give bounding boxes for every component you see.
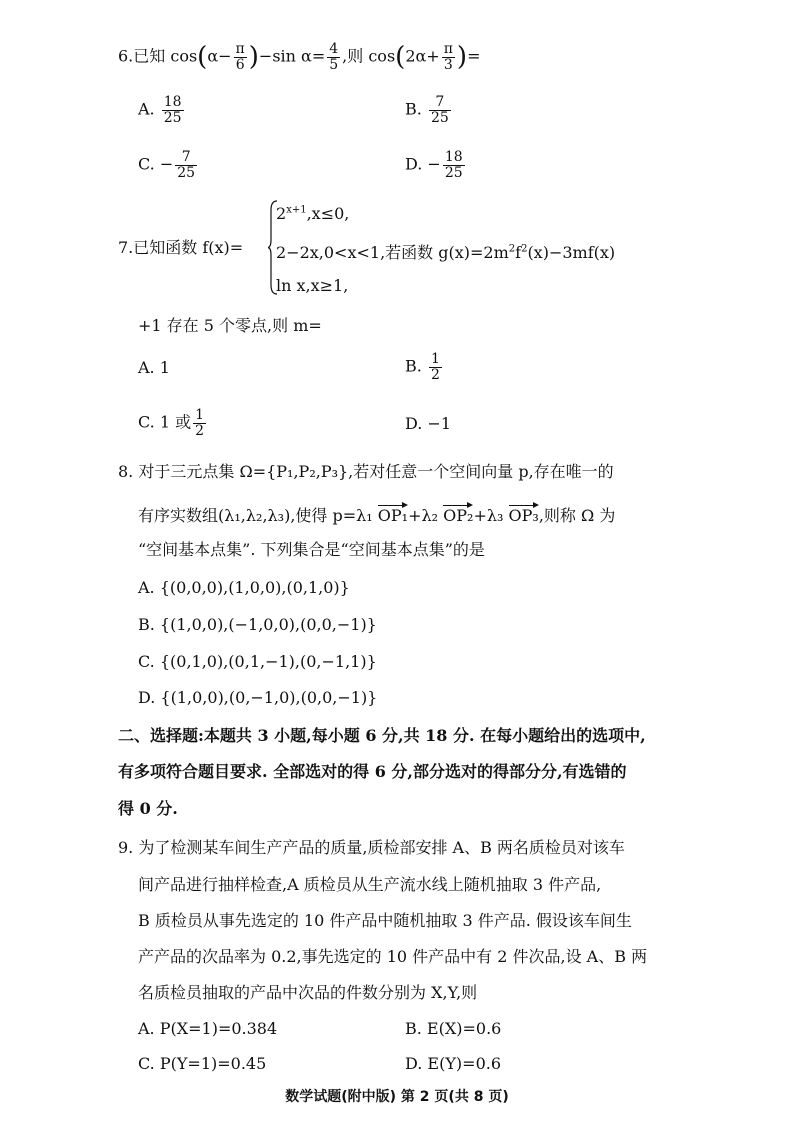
- section2-line-2: 有多项符合题目要求. 全部选对的得 6 分,部分选对的得部分分,有选错的: [118, 762, 627, 781]
- q7-option-a: A. 1: [138, 358, 170, 377]
- q9-line-1: 9. 为了检测某车间生产产品的质量,质检部安排 A、B 两名质检员对该车: [118, 838, 625, 857]
- page-footer: 数学试题(附中版) 第 2 页(共 8 页): [285, 1089, 509, 1105]
- q7-number: 7.: [118, 238, 134, 257]
- q6-stem: 6.已知 cos(α− $\frac{\pi}{6}$ )−sin α= $\frac{4}{5}$ ,则 cos(2α+ $\frac{\pi}{3}$ )=: [118, 41, 481, 73]
- q9-line-3: B 质检员从事先选定的 10 件产品中随机抽取 3 件产品. 假设该车间生: [138, 911, 632, 930]
- q8-line-2: 有序实数组(λ₁,λ₂,λ₃),使得 p=λ₁ OP₁+λ₂ OP₂+λ₃ OP₃,则称 Ω 为: [138, 506, 616, 525]
- q6-option-b: B. $\frac{7}{25}$: [405, 94, 449, 126]
- q6-option-a: A. $\frac{18}{25}$: [138, 94, 182, 126]
- section2-line-1: 二、选择题:本题共 3 小题,每小题 6 分,共 18 分. 在每小题给出的选项中,: [118, 726, 646, 745]
- q7-option-d: D. −1: [405, 414, 452, 433]
- q9-line-5: 名质检员抽取的产品中次品的件数分别为 X,Y,则: [138, 983, 478, 1002]
- fraction: $\frac{\pi}{6}$: [235, 41, 245, 73]
- q6-number: 6.: [118, 46, 134, 66]
- q8-option-b: B. {(1,0,0),(−1,0,0),(0,0,−1)}: [138, 615, 377, 634]
- q7-case-1: $2^{x+1},x\le 0$,: [276, 204, 350, 223]
- fraction: $\frac{\pi}{3}$: [443, 41, 453, 73]
- q7-stem-cont: +1 存在 5 个零点,则 m=: [138, 316, 322, 335]
- q8-option-c: C. {(0,1,0),(0,1,−1),(0,−1,1)}: [138, 652, 377, 671]
- q8-option-d: D. {(1,0,0),(0,−1,0),(0,0,−1)}: [138, 688, 378, 707]
- section2-line-3: 得 0 分.: [118, 799, 178, 818]
- q9-line-2: 间产品进行抽样检查,A 质检员从生产流水线上随机抽取 3 件产品,: [138, 875, 602, 894]
- q6-option-d: D. − $\frac{18}{25}$: [405, 149, 463, 181]
- q8-option-a: A. {(0,0,0),(1,0,0),(0,1,0)}: [138, 578, 350, 597]
- vector-op2: OP₂: [443, 506, 474, 525]
- q9-line-4: 产产品的次品率为 0.2,事先选定的 10 件产品中有 2 件次品,设 A、B 两: [138, 947, 648, 966]
- q7-stem: 7.已知函数 f(x)=: [118, 238, 244, 257]
- q8-line-3: “空间基本点集”. 下列集合是“空间基本点集”的是: [138, 540, 485, 559]
- vector-op3: OP₃: [508, 506, 539, 525]
- fraction: $\frac{4}{5}$: [329, 41, 339, 73]
- q9-option-b: B. E(X)=0.6: [405, 1019, 502, 1038]
- q9-option-d: D. E(Y)=0.6: [405, 1054, 502, 1073]
- q9-option-a: A. P(X=1)=0.384: [138, 1019, 278, 1038]
- vector-op1: OP₁: [377, 506, 409, 525]
- q6-option-c: C. − $\frac{7}{25}$: [138, 149, 196, 181]
- q7-case-2: 2−2x,0<x<1,若函数 $g(x)=2m^2f^2(x)-3mf(x)$: [276, 243, 616, 262]
- q8-line-1: 8. 对于三元点集 Ω={P₁,P₂,P₃},若对任意一个空间向量 p,存在唯一的: [118, 462, 614, 481]
- q7-option-b: B. $\frac{1}{2}$: [405, 351, 440, 383]
- q7-case-3: ln x,x≥1,: [276, 276, 349, 295]
- q7-option-c: C. 1 或 $\frac{1}{2}$: [138, 407, 205, 439]
- q9-option-c: C. P(Y=1)=0.45: [138, 1054, 267, 1073]
